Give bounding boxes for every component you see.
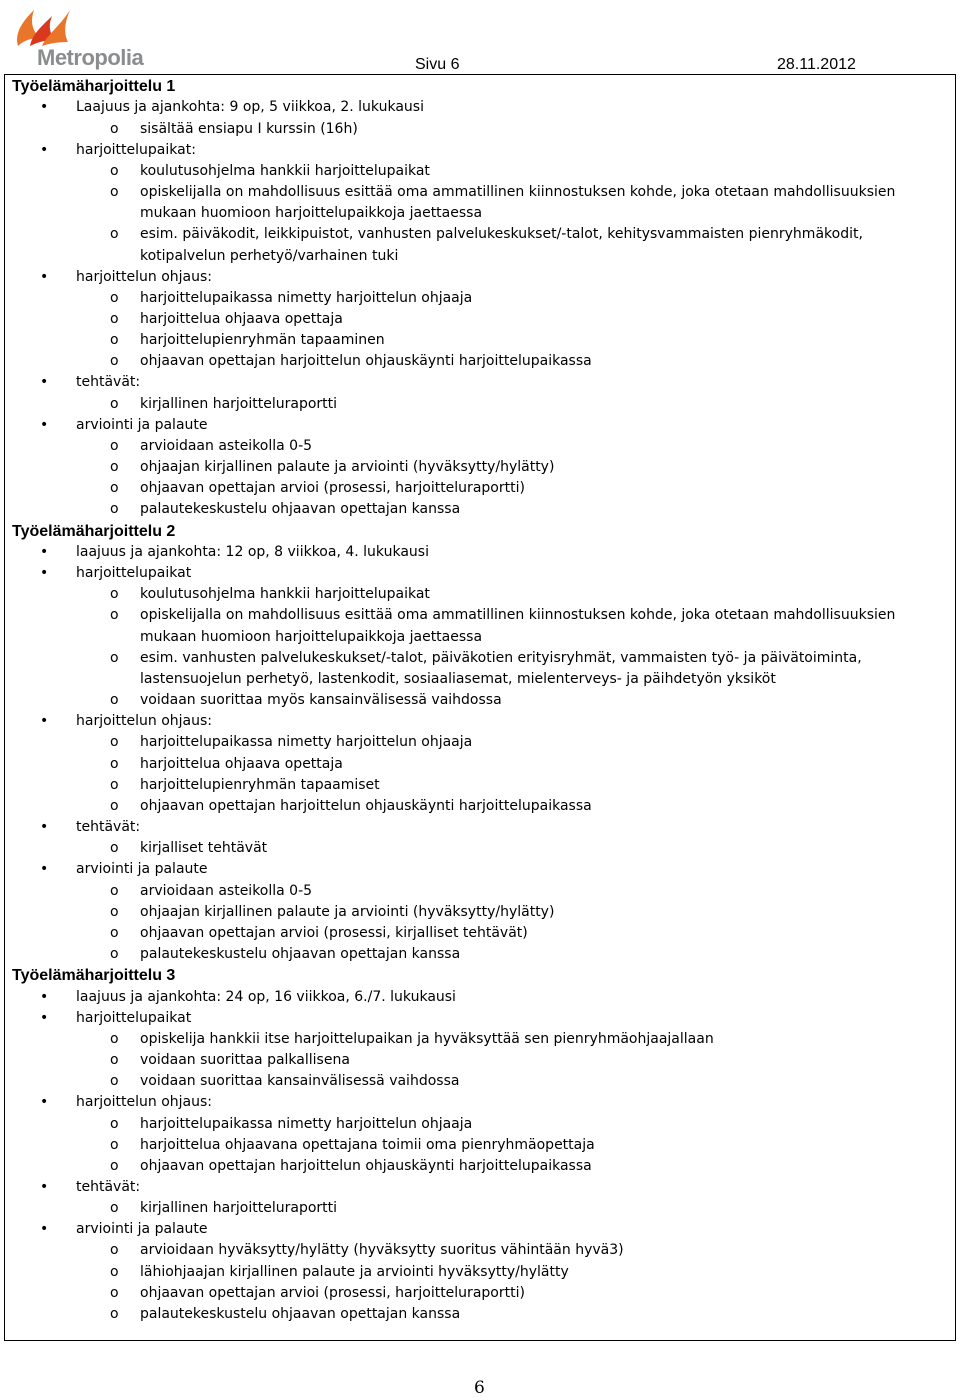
bullet-item: • Laajuus ja ajankohta: 9 op, 5 viikkoa, 2. lukukausi	[12, 97, 952, 118]
sub-item: o harjoittelua ohjaava opettaja	[12, 754, 952, 775]
sub-item: o arvioidaan asteikolla 0-5	[12, 436, 952, 457]
bullet-item: • harjoittelupaikat	[12, 1008, 952, 1029]
footer-page-number: 6	[474, 1378, 485, 1398]
section-title: Työelämäharjoittelu 2	[12, 522, 176, 540]
sub-item: o palautekeskustelu ohjaavan opettajan kanssa	[12, 944, 952, 965]
sub-item: o opiskelija hankkii itse harjoittelupaikan ja hyväksyttää sen pienryhmäohjaajallaan	[12, 1029, 952, 1050]
sub-item: o lähiohjaajan kirjallinen palaute ja arviointi hyväksytty/hylätty	[12, 1262, 952, 1283]
sub-item: o sisältää ensiapu I kurssin (16h)	[12, 119, 952, 140]
section	[12, 521, 952, 966]
bullet-item: • tehtävät:	[12, 817, 952, 838]
bullet-item: • laajuus ja ajankohta: 24 op, 16 viikkoa, 6./7. lukukausi	[12, 987, 952, 1008]
sub-item: o harjoittelupaikassa nimetty harjoittelun ohjaaja	[12, 732, 952, 753]
sub-item: o voidaan suorittaa palkallisena	[12, 1050, 952, 1071]
section	[12, 76, 952, 521]
sub-item: o harjoittelupaikassa nimetty harjoittelun ohjaaja	[12, 1114, 952, 1135]
sub-item: o voidaan suorittaa myös kansainvälisessä vaihdossa	[12, 690, 952, 711]
sub-item: o koulutusohjelma hankkii harjoittelupaikat	[12, 161, 952, 182]
bullet-item: • arviointi ja palaute	[12, 1219, 952, 1240]
bullet-item: • tehtävät:	[12, 372, 952, 393]
sub-item: o harjoittelupienryhmän tapaamiset	[12, 775, 952, 796]
sub-item: o arvioidaan hyväksytty/hylätty (hyväksytty suoritus vähintään hyvä3)	[12, 1240, 952, 1261]
bullet-item: • harjoittelun ohjaus:	[12, 267, 952, 288]
sub-item: o harjoittelupienryhmän tapaaminen	[12, 330, 952, 351]
sub-item: o opiskelijalla on mahdollisuus esittää oma ammatillinen kiinnostuksen kohde, joka otetaan mahdollisuuksien mukaan huomioon harjoittelupaikkoja jaettaessa	[12, 605, 952, 647]
bullet-item: • harjoittelun ohjaus:	[12, 1092, 952, 1113]
document-date: 28.11.2012	[777, 56, 856, 73]
sub-item: o palautekeskustelu ohjaavan opettajan kanssa	[12, 1304, 952, 1325]
section-title: Työelämäharjoittelu 1	[12, 78, 176, 95]
sub-item: o ohjaajan kirjallinen palaute ja arviointi (hyväksytty/hylätty)	[12, 457, 952, 478]
page-label: Sivu 6	[415, 56, 460, 73]
sub-item: o voidaan suorittaa kansainvälisessä vaihdossa	[12, 1071, 952, 1092]
sub-item: o ohjaavan opettajan arvioi (prosessi, kirjalliset tehtävät)	[12, 923, 952, 944]
sub-item: o harjoittelua ohjaava opettaja	[12, 309, 952, 330]
bullet-item: • harjoittelun ohjaus:	[12, 711, 952, 732]
sub-item: o arvioidaan asteikolla 0-5	[12, 881, 952, 902]
bullet-item: • arviointi ja palaute	[12, 859, 952, 880]
bullet-item: • arviointi ja palaute	[12, 415, 952, 436]
metropolia-logo	[10, 2, 145, 70]
document-body	[12, 76, 952, 1325]
sub-item: o ohjaavan opettajan arvioi (prosessi, harjoitteluraportti)	[12, 1283, 952, 1304]
sub-item: o opiskelijalla on mahdollisuus esittää oma ammatillinen kiinnostuksen kohde, joka otetaan mahdollisuuksien mukaan huomioon harjoittelupaikkoja jaettaessa	[12, 182, 952, 224]
sub-item: o harjoittelua ohjaavana opettajana toimii oma pienryhmäopettaja	[12, 1135, 952, 1156]
section	[12, 965, 952, 1325]
sub-item: o kirjalliset tehtävät	[12, 838, 952, 859]
bullet-item: • tehtävät:	[12, 1177, 952, 1198]
bullet-item: • harjoittelupaikat:	[12, 140, 952, 161]
sub-item: o kirjallinen harjoitteluraportti	[12, 1198, 952, 1219]
sub-item: o harjoittelupaikassa nimetty harjoittelun ohjaaja	[12, 288, 952, 309]
logo-text: Metropolia	[37, 45, 144, 70]
sub-item: o esim. vanhusten palvelukeskukset/-talot, päiväkotien erityisryhmät, vammaisten työ- ja päivätoiminta, lastensuojelun perhetyö, lastenkodit, sosiaaliasemat, mielenterveys- ja päihdetyön yksiköt	[12, 648, 952, 690]
sub-item: o esim. päiväkodit, leikkipuistot, vanhusten palvelukeskukset/-talot, kehitysvammaisten pienryhmäkodit, kotipalvelun perhetyö/varhainen tuki	[12, 224, 952, 266]
bullet-item: • laajuus ja ajankohta: 12 op, 8 viikkoa, 4. lukukausi	[12, 542, 952, 563]
sub-item: o kirjallinen harjoitteluraportti	[12, 394, 952, 415]
bullet-item: • harjoittelupaikat	[12, 563, 952, 584]
sub-item: o ohjaavan opettajan harjoittelun ohjauskäynti harjoittelupaikassa	[12, 796, 952, 817]
sub-item: o koulutusohjelma hankkii harjoittelupaikat	[12, 584, 952, 605]
section-title: Työelämäharjoittelu 3	[12, 967, 176, 985]
sub-item: o ohjaajan kirjallinen palaute ja arviointi (hyväksytty/hylätty)	[12, 902, 952, 923]
sub-item: o ohjaavan opettajan harjoittelun ohjauskäynti harjoittelupaikassa	[12, 1156, 952, 1177]
sub-item: o ohjaavan opettajan harjoittelun ohjauskäynti harjoittelupaikassa	[12, 351, 952, 372]
sub-item: o ohjaavan opettajan arvioi (prosessi, harjoitteluraportti)	[12, 478, 952, 499]
sub-item: o palautekeskustelu ohjaavan opettajan kanssa	[12, 499, 952, 520]
